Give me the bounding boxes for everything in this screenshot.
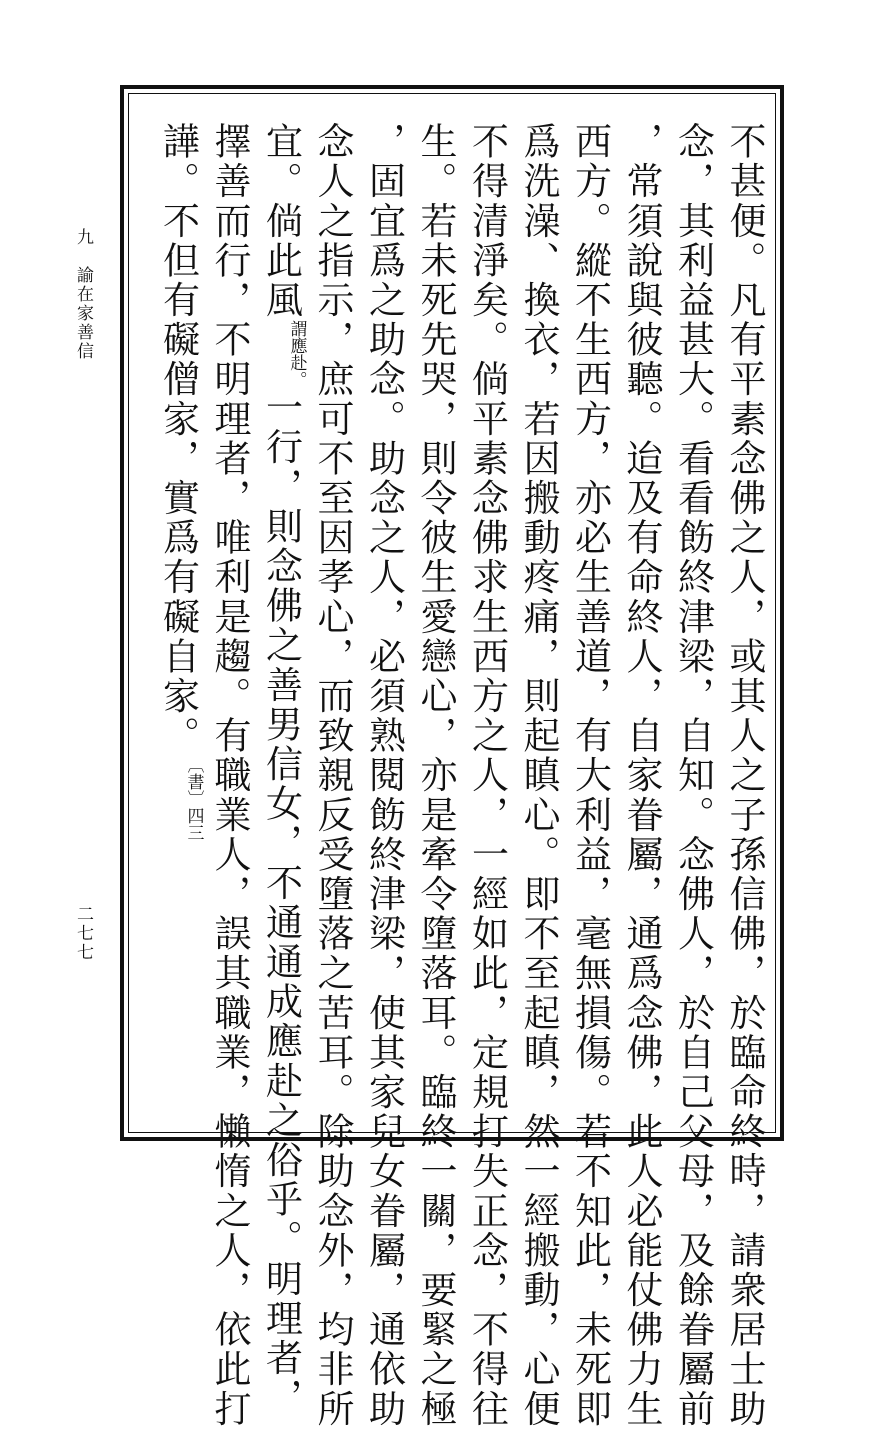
text-segment: 譁。不但有礙僧家，實爲有礙自家。 (156, 122, 200, 756)
text-column: 不得清淨矣。倘平素念佛求生西方之人，一經如此，定規打失正念，不得往 (465, 122, 509, 1429)
text-column: 念人之指示，庶可不至因孝心，而致親反受墮落之苦耳。除助念外，均非所 (311, 122, 354, 1429)
text-column: ，常須說與彼聽。迨及有命終人，自家眷屬，通爲念佛，此人必能仗佛力生 (620, 122, 663, 1429)
text-column: 擇善而行，不明理者，唯利是趨。有職業人，誤其職業，懶惰之人，依此打 (208, 122, 251, 1429)
text-column: 不甚便。凡有平素念佛之人，或其人之子孫信佛，於臨命終時，請衆居士助 (723, 122, 766, 1429)
text-column (255, 122, 307, 1418)
text-column: ，固宜爲之助念。助念之人，必須熟閱飭終津梁，使其家兒女眷屬，通依助 (362, 122, 406, 1429)
text-column: 念，其利益甚大。看看飭終津梁，自知。念佛人，於自己父母，及餘眷屬前 (671, 122, 715, 1429)
text-column (152, 122, 204, 1122)
text-column: 生。若未死先哭，則令彼生愛戀心，亦是牽令墮落耳。臨終一關，要緊之極 (414, 122, 457, 1429)
text-segment: 一行，則念佛之善男信女，不通通成應赴之俗乎。明理者， (259, 388, 303, 1418)
body-text (136, 122, 770, 1429)
source-note: 〔書〕四三 (183, 755, 204, 841)
page-number: 二七七 (73, 905, 93, 962)
text-column: 西方。縱不生西方，亦必生善道，有大利益，毫無損傷。若不知此，未死即 (568, 122, 612, 1429)
text-segment: 宜。倘此風 (259, 122, 303, 320)
chapter-heading: 九 諭在家善信 (73, 228, 93, 361)
inline-note: 謂應赴。 (286, 320, 307, 388)
text-column: 爲洗澡、換衣，若因搬動疼痛，則起瞋心。即不至起瞋，然一經搬動，心便 (517, 122, 560, 1429)
